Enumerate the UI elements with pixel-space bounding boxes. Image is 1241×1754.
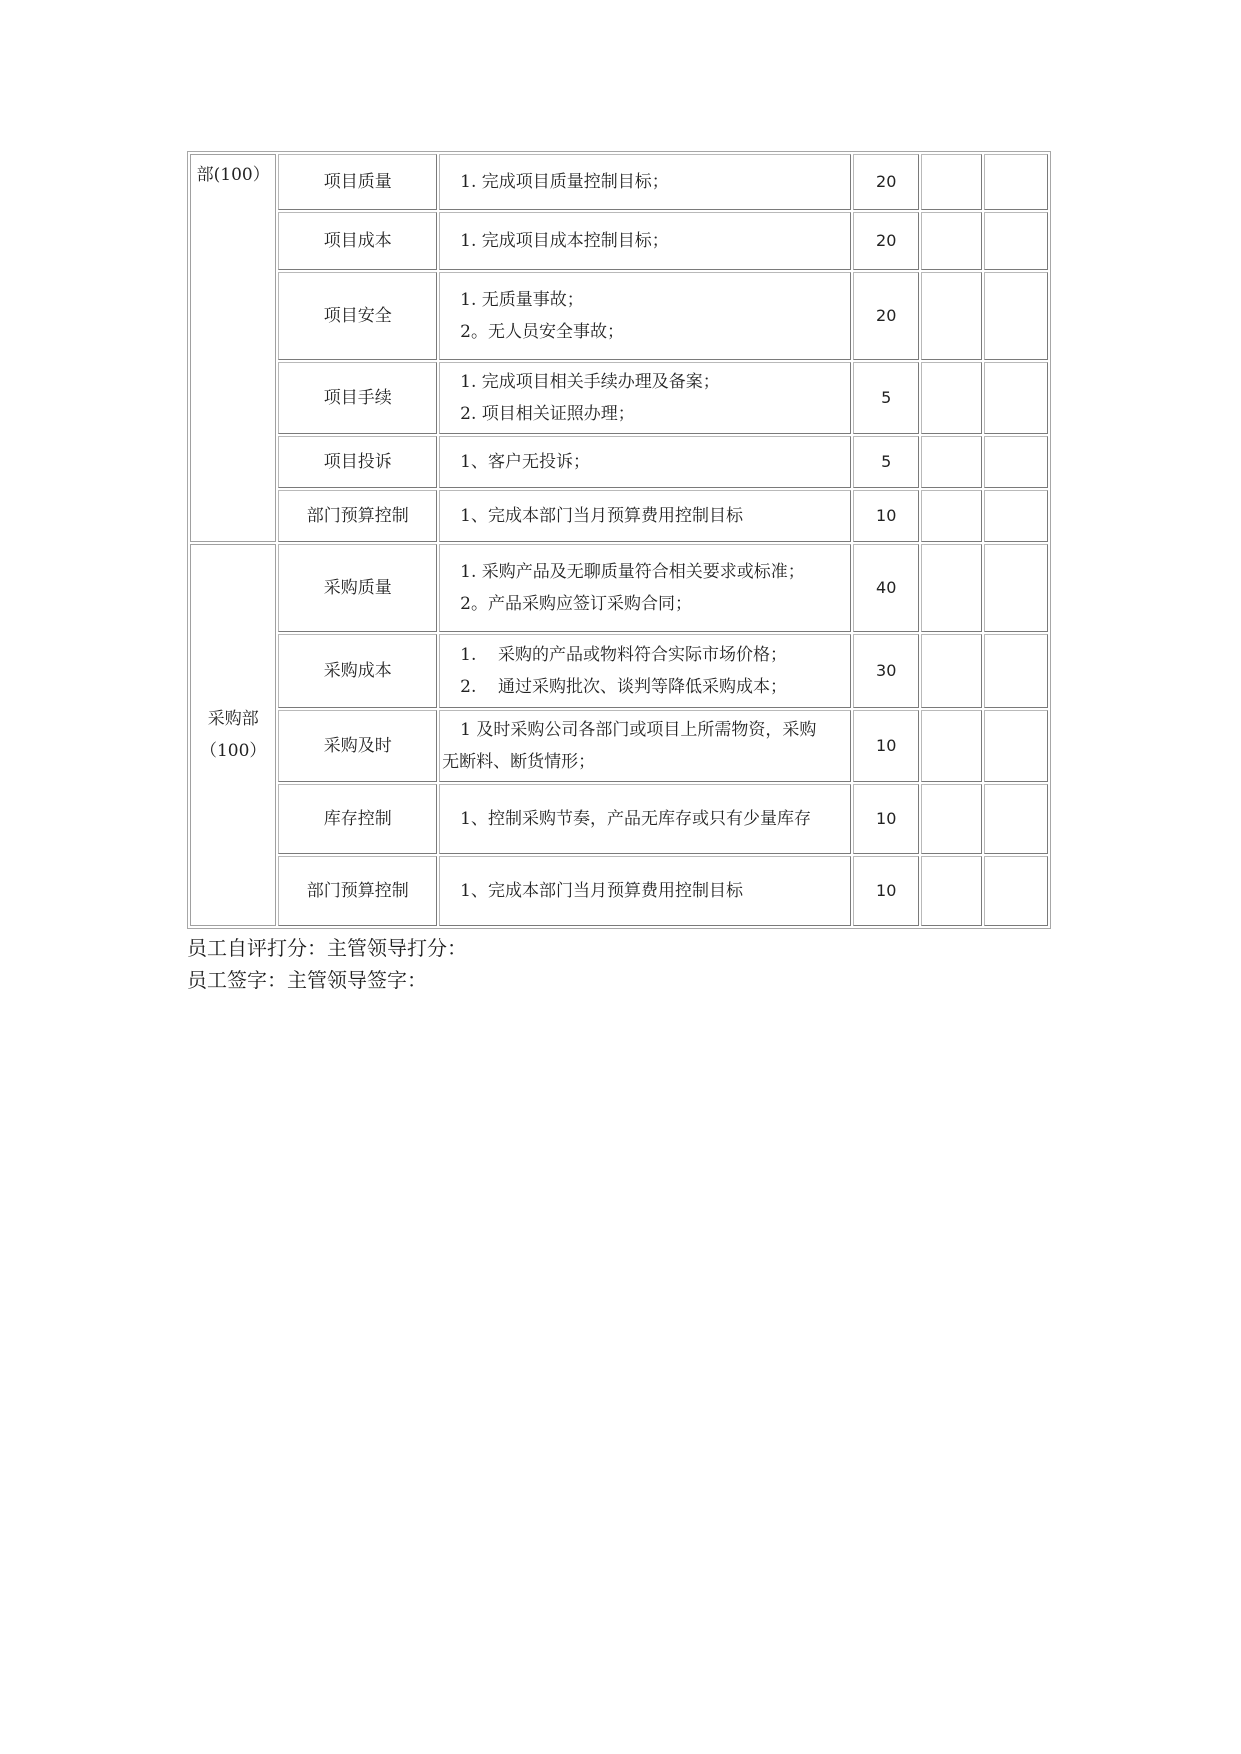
self-score-cell[interactable] <box>921 544 981 632</box>
table-row <box>190 362 1048 434</box>
item-cell: 项目质量 <box>278 154 437 210</box>
self-score-cell[interactable] <box>921 490 981 542</box>
footer-sign-label: 员工签字：主管领导签字： <box>187 968 427 992</box>
score-cell: 30 <box>853 634 919 708</box>
table-row <box>190 272 1048 360</box>
item-cell: 部门预算控制 <box>278 856 437 926</box>
dept-label: 部(100） <box>196 165 270 185</box>
table-row <box>190 154 1048 210</box>
desc-cell <box>439 154 851 210</box>
dept-cell <box>190 154 276 542</box>
item-cell: 采购及时 <box>278 710 437 782</box>
footer-score-line <box>187 934 467 962</box>
desc-cell <box>439 544 851 632</box>
score-cell: 10 <box>853 490 919 542</box>
desc-cell <box>439 272 851 360</box>
score-cell: 5 <box>853 436 919 488</box>
self-score-cell[interactable] <box>921 634 981 708</box>
dept-label: 采购部 <box>207 709 259 729</box>
dept-cell <box>190 544 276 926</box>
manager-score-cell[interactable] <box>984 436 1048 488</box>
kpi-table-body <box>190 154 1048 926</box>
desc-cell <box>439 362 851 434</box>
manager-score-cell[interactable] <box>984 784 1048 854</box>
desc-cell <box>439 710 851 782</box>
self-score-cell[interactable] <box>921 154 981 210</box>
self-score-cell[interactable] <box>921 212 981 270</box>
table-row <box>190 710 1048 782</box>
desc-line: 1、控制采购节奏，产品无库存或只有少量库存 <box>460 809 811 829</box>
desc-cell <box>439 634 851 708</box>
item-cell: 采购成本 <box>278 634 437 708</box>
item-cell: 项目成本 <box>278 212 437 270</box>
desc-line: 1. 采购的产品或物料符合实际市场价格； <box>460 645 787 665</box>
desc-line: 2。产品采购应签订采购合同； <box>460 594 692 614</box>
manager-score-cell[interactable] <box>984 544 1048 632</box>
manager-score-cell[interactable] <box>984 154 1048 210</box>
self-score-cell[interactable] <box>921 856 981 926</box>
table-row <box>190 436 1048 488</box>
score-cell: 10 <box>853 710 919 782</box>
score-cell: 10 <box>853 784 919 854</box>
manager-score-cell[interactable] <box>984 490 1048 542</box>
desc-line: 2。无人员安全事故； <box>460 322 624 342</box>
desc-line: 2. 项目相关证照办理； <box>460 404 635 424</box>
manager-score-cell[interactable] <box>984 634 1048 708</box>
score-cell: 10 <box>853 856 919 926</box>
manager-score-cell[interactable] <box>984 272 1048 360</box>
item-cell: 项目投诉 <box>278 436 437 488</box>
item-cell: 项目手续 <box>278 362 437 434</box>
desc-line: 2. 通过采购批次、谈判等降低采购成本； <box>460 677 787 697</box>
manager-score-cell[interactable] <box>984 362 1048 434</box>
table-row <box>190 544 1048 632</box>
desc-cell <box>439 490 851 542</box>
self-score-cell[interactable] <box>921 436 981 488</box>
score-cell: 40 <box>853 544 919 632</box>
manager-score-cell[interactable] <box>984 856 1048 926</box>
self-score-cell[interactable] <box>921 710 981 782</box>
desc-cell <box>439 856 851 926</box>
footer-sign-line <box>187 966 427 994</box>
table-row <box>190 212 1048 270</box>
desc-line: 1. 无质量事故； <box>460 290 584 310</box>
self-score-cell[interactable] <box>921 362 981 434</box>
desc-line: 1. 完成项目质量控制目标； <box>460 172 669 192</box>
score-cell: 20 <box>853 272 919 360</box>
item-cell: 部门预算控制 <box>278 490 437 542</box>
desc-line: 1、完成本部门当月预算费用控制目标 <box>460 506 743 526</box>
desc-line: 1. 完成项目相关手续办理及备案； <box>460 372 720 392</box>
table-row <box>190 634 1048 708</box>
desc-line: 1. 完成项目成本控制目标； <box>460 231 669 251</box>
desc-cell <box>439 436 851 488</box>
item-cell: 库存控制 <box>278 784 437 854</box>
desc-line: 1、完成本部门当月预算费用控制目标 <box>460 881 743 901</box>
self-score-cell[interactable] <box>921 784 981 854</box>
desc-line: 1、客户无投诉； <box>460 452 590 472</box>
manager-score-cell[interactable] <box>984 710 1048 782</box>
dept-label: （100） <box>199 741 267 761</box>
kpi-table <box>187 151 1051 929</box>
table-row <box>190 490 1048 542</box>
self-score-cell[interactable] <box>921 272 981 360</box>
manager-score-cell[interactable] <box>984 212 1048 270</box>
item-cell: 项目安全 <box>278 272 437 360</box>
desc-line: 1 及时采购公司各部门或项目上所需物资，采购 <box>460 720 817 740</box>
table-row <box>190 856 1048 926</box>
score-cell: 20 <box>853 154 919 210</box>
footer-score-label: 员工自评打分：主管领导打分： <box>187 936 467 960</box>
desc-line: 1. 采购产品及无聊质量符合相关要求或标准； <box>460 562 805 582</box>
score-cell: 20 <box>853 212 919 270</box>
item-cell: 采购质量 <box>278 544 437 632</box>
desc-line: 无断料、断货情形； <box>442 752 596 772</box>
desc-cell <box>439 212 851 270</box>
desc-cell <box>439 784 851 854</box>
table-row <box>190 784 1048 854</box>
score-cell: 5 <box>853 362 919 434</box>
